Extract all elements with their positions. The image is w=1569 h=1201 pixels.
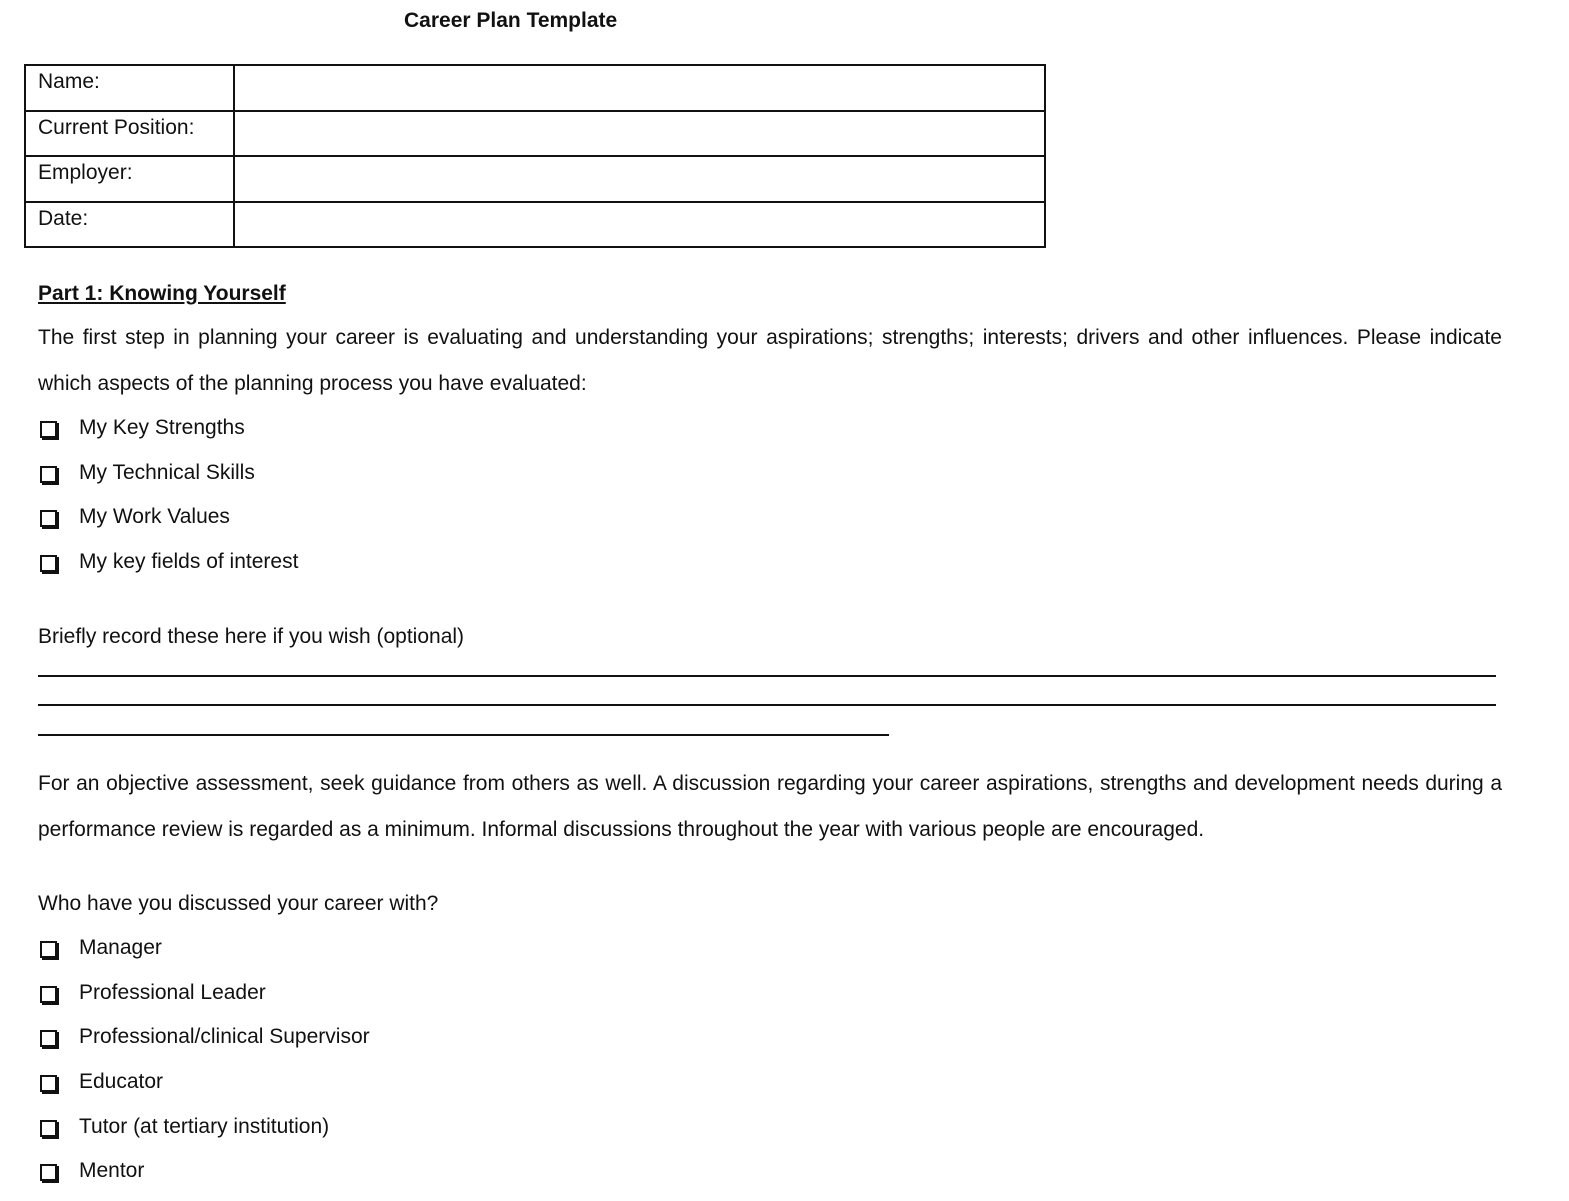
checkbox-work-values[interactable] <box>40 510 57 527</box>
current-position-label: Current Position: <box>25 111 234 157</box>
checkbox-clinical-supervisor[interactable] <box>40 1030 57 1047</box>
name-label: Name: <box>25 65 234 111</box>
name-field[interactable] <box>234 65 1045 111</box>
checkbox-key-strengths[interactable] <box>40 421 57 438</box>
checkbox-label: My Technical Skills <box>79 460 255 484</box>
checkbox-label: My Key Strengths <box>79 416 245 439</box>
checklist-item <box>38 547 298 592</box>
writing-line-2[interactable] <box>38 704 1496 706</box>
employer-label: Employer: <box>25 156 234 202</box>
checkbox-manager[interactable] <box>40 941 57 958</box>
aspects-checklist <box>38 413 298 592</box>
checkbox-label: Tutor (at tertiary institution) <box>79 1114 330 1138</box>
checklist-item <box>38 413 298 458</box>
info-row-employer <box>25 156 1045 202</box>
writing-line-1[interactable] <box>38 675 1496 677</box>
date-field[interactable] <box>234 202 1045 248</box>
checkbox-label: Professional/clinical Supervisor <box>79 1025 370 1049</box>
checkbox-educator[interactable] <box>40 1075 57 1092</box>
document-title: Career Plan Template <box>404 9 618 32</box>
checkbox-tutor[interactable] <box>40 1120 57 1137</box>
checkbox-label: My key fields of interest <box>79 550 299 574</box>
checkbox-label: Educator <box>79 1070 164 1094</box>
info-row-name <box>25 65 1045 111</box>
checkbox-professional-leader[interactable] <box>40 986 57 1003</box>
checklist-item <box>38 458 298 503</box>
writing-line-3[interactable] <box>38 734 889 736</box>
checklist-item <box>38 933 370 978</box>
employer-field[interactable] <box>234 156 1045 202</box>
checkbox-label: Manager <box>79 936 162 959</box>
checklist-item <box>38 978 370 1023</box>
checkbox-label: Mentor <box>79 1159 145 1183</box>
personal-info-table <box>24 64 1046 248</box>
checkbox-label: My Work Values <box>79 505 230 529</box>
checklist-item <box>38 1156 370 1201</box>
part1-heading: Part 1: Knowing Yourself <box>38 282 286 305</box>
checklist-item <box>38 1022 370 1067</box>
date-label: Date: <box>25 202 234 248</box>
info-row-position <box>25 111 1045 157</box>
checkbox-mentor[interactable] <box>40 1164 57 1181</box>
info-row-date <box>25 202 1045 248</box>
discussed-with-checklist <box>38 933 370 1201</box>
record-prompt: Briefly record these here if you wish (optional) <box>38 625 465 648</box>
discussed-prompt: Who have you discussed your career with? <box>38 892 439 915</box>
checklist-item <box>38 1112 370 1157</box>
checkbox-fields-of-interest[interactable] <box>40 555 57 572</box>
checkbox-technical-skills[interactable] <box>40 466 57 483</box>
current-position-field[interactable] <box>234 111 1045 157</box>
guidance-paragraph: For an objective assessment, seek guidance from others as well. A discussion regarding your career aspirations, strengths and development needs during a performance review is regarded as a minimum. Informal discussions throughout the year with various people are encouraged. <box>38 772 1502 841</box>
part1-intro-paragraph: The first step in planning your career is evaluating and understanding your aspirations; strengths; interests; drivers and other influences. Please indicate which aspects of the planning process you have evaluated: <box>38 326 1502 395</box>
checkbox-label: Professional Leader <box>79 980 266 1004</box>
checklist-item <box>38 1067 370 1112</box>
checklist-item <box>38 502 298 547</box>
